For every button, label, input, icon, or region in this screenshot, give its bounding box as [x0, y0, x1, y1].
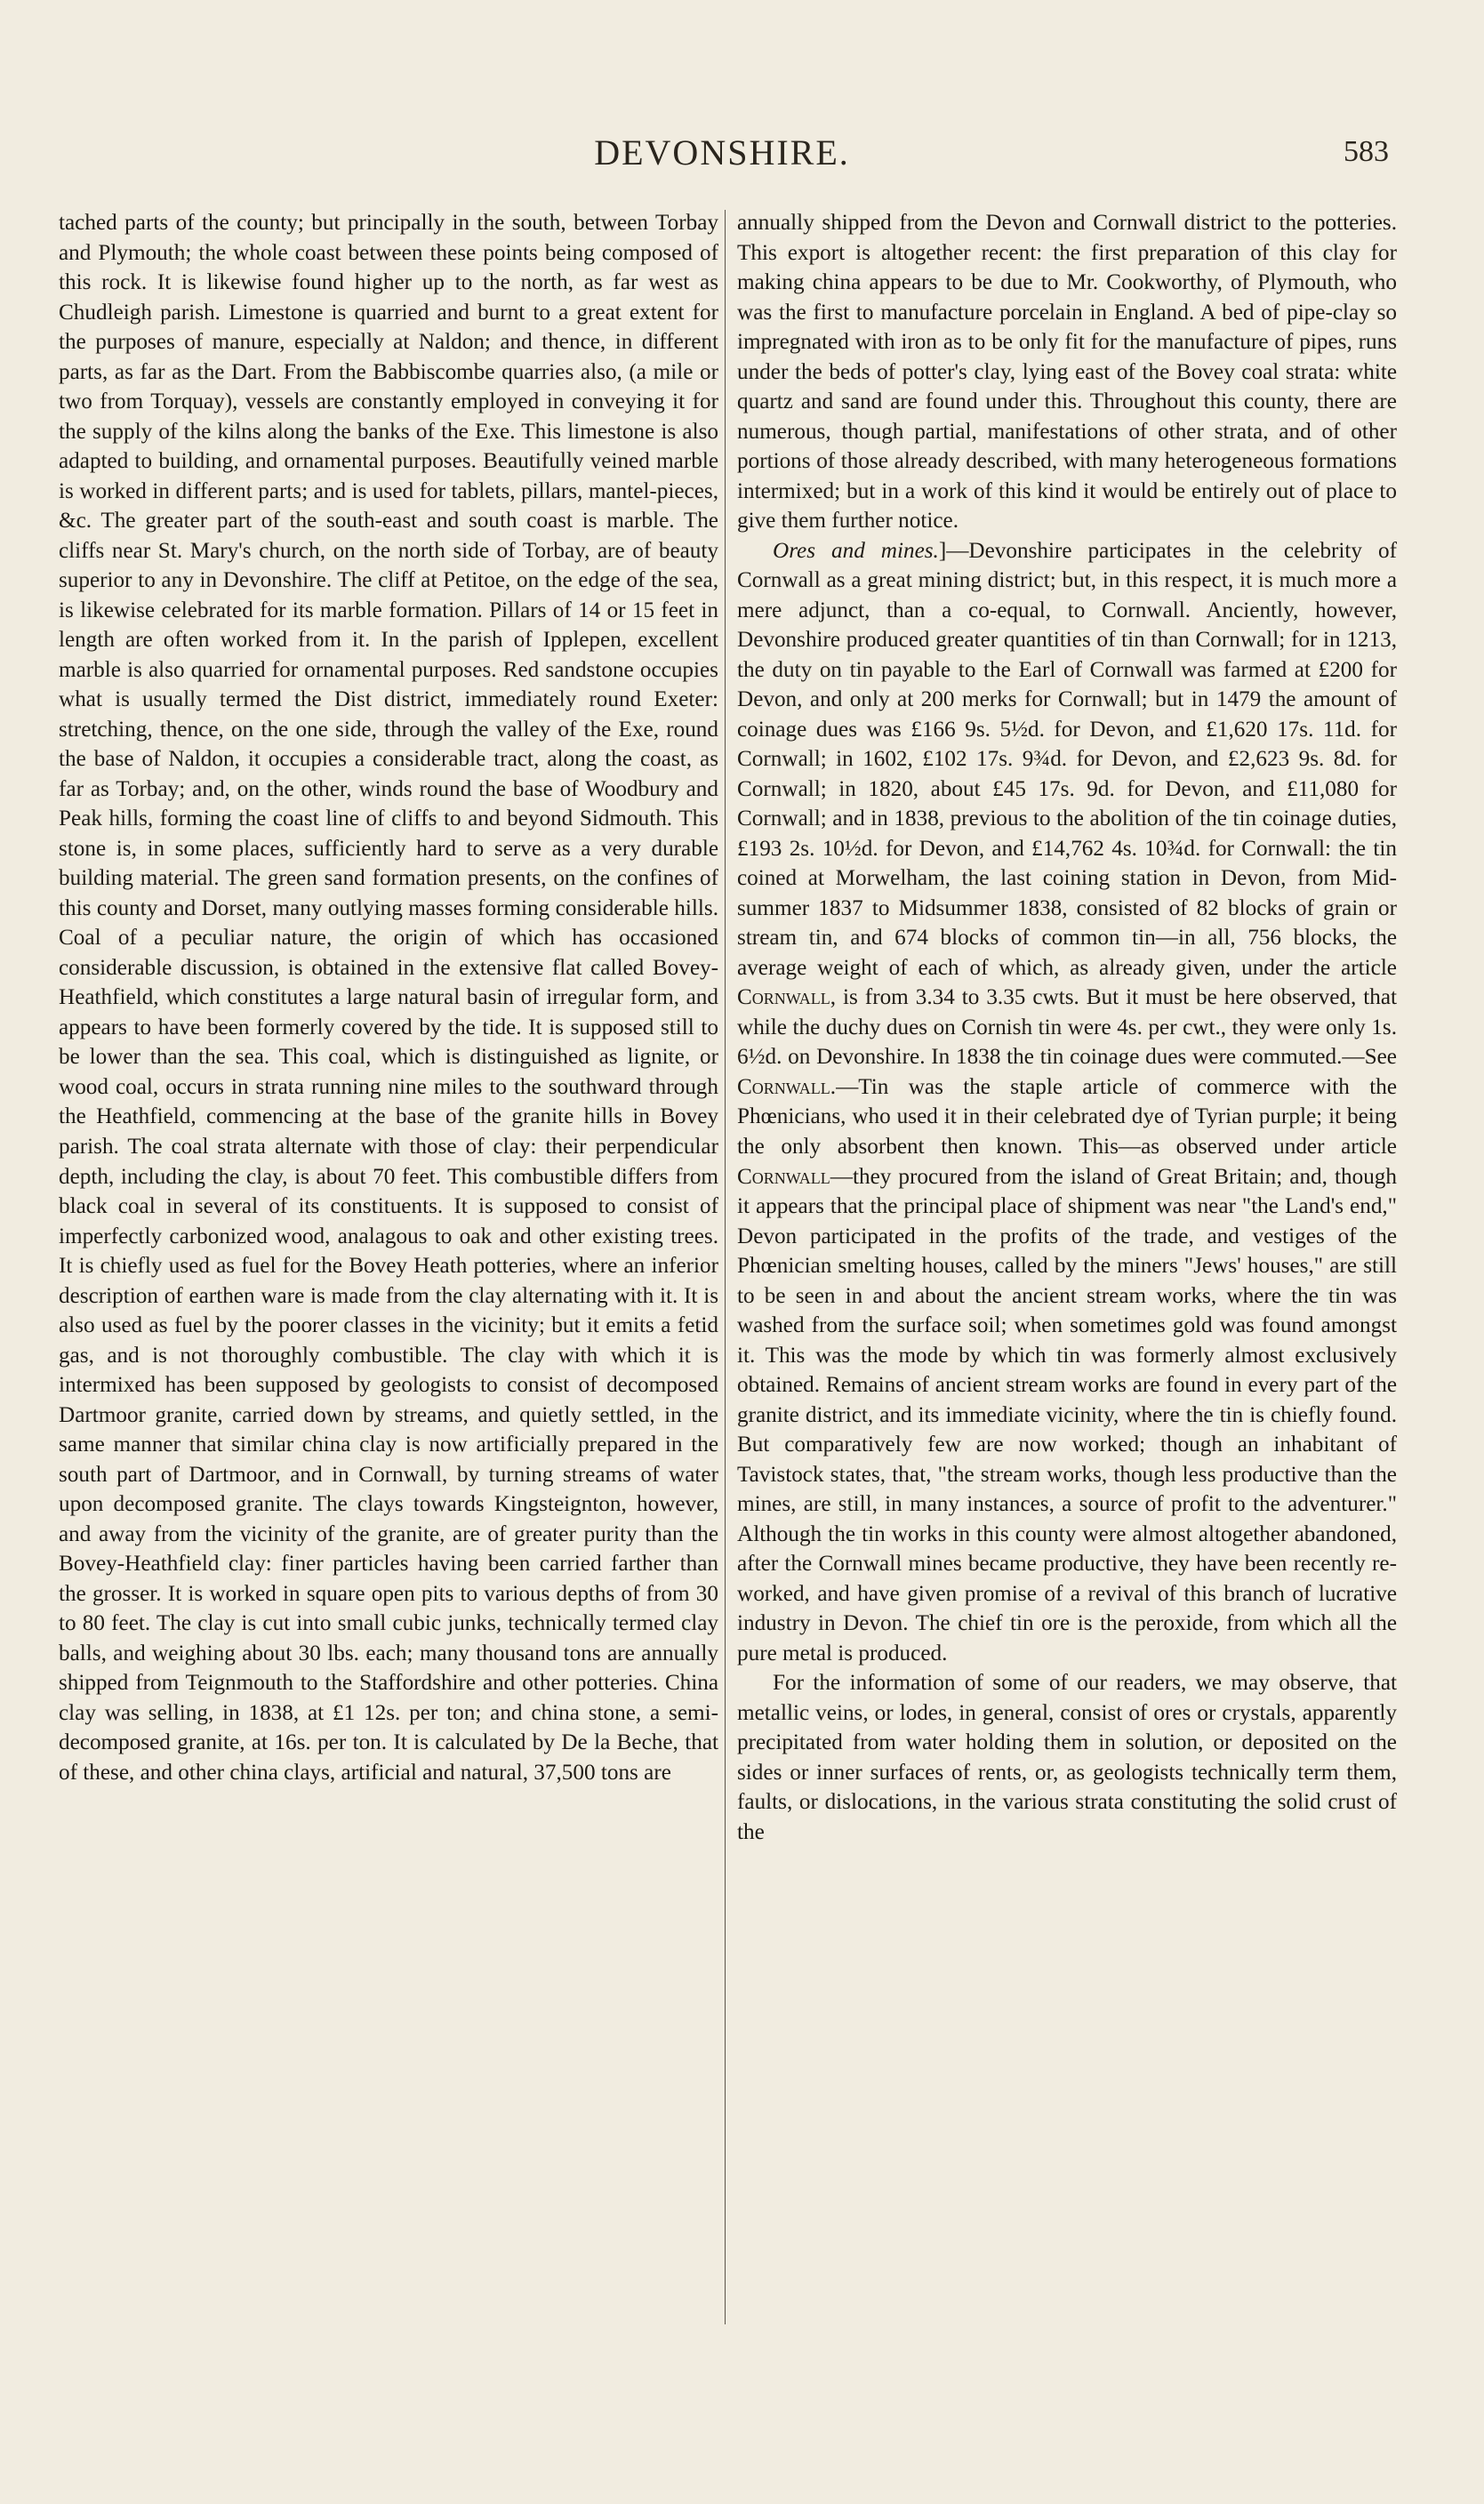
ores-text-2: , is from 3.34 to 3.35 cwts. But it must be here observed, that while the duchy dues on Cornish tin were 4s. per cwt., they were only 1s. 6½d. on Devonshire. In 1838 the tin coinage dues were commuted.—See	[737, 985, 1397, 1070]
left-column-text: tached parts of the county; but principally in the south, between Torbay and Plymouth; the whole coast between these points being composed of this rock. It is likewise found higher up to the north, as far west as Chudleigh parish. Limestone is quarried and burnt to a great extent for the purposes of manure, especially at Naldon; and thence, in different parts, as far as the Dart. From the Babbiscombe quarries also, (a mile or two from Torquay), vessels are constantly employed in conveying it for the supply of the kilns along the banks of the Exe. This limestone is also adapted to building, and ornamental purposes. Beautifully veined marble is worked in different parts; and is used for tablets, pillars, mantel-pieces, &c. The greater part of the south-east and south coast is marble. The cliffs near St. Mary's church, on the north side of Torbay, are of beauty superior to any in Devonshire. The cliff at Petitoe, on the edge of the sea, is likewise celebrated for its marble formation. Pillars of 14 or 15 feet in length are often worked from it. In the parish of Ipplepen, excellent marble is also quarried for ornamental purposes. Red sandstone occupies what is usually termed the Dist district, immediately round Exeter: stretching, thence, on the one side, through the valley of the Exe, round the base of Naldon, it occupies a considerable tract, along the coast, as far as Torbay; and, on the other, winds round the base of Woodbury and Peak hills, forming the coast line of cliffs to and beyond Sidmouth. This stone is, in some places, sufficiently hard to serve as a very durable building material. The green sand formation presents, on the confines of this county and Dorset, many outlying masses forming considerable hills. Coal of a peculiar nature, the origin of which has occasioned considerable discussion, is obtained in the extensive flat called Bovey-Heathfield, which constitutes a large natural basin of irregular form, and appears to have been formerly covered by the tide. It is supposed still to be lower than the sea. This coal, which is distinguished as lignite, or wood coal, occurs in strata running nine miles to the southward through the Heathfield, commencing at the base of the granite hills in Bovey parish. The coal strata alternate with those of clay: their perpendicular depth, including the clay, is about 70 feet. This combustible differs from black coal in several of its constituents. It is supposed to consist of imperfectly carbonized wood, analagous to oak and other existing trees. It is chiefly used as fuel for the Bovey Heath potteries, where an inferior description of earthen ware is made from the clay alternating with it. It is also used as fuel by the poorer classes in the vicinity; but it emits a fetid gas, and is not thoroughly combustible. The clay with which it is intermixed has been supposed by geologists to consist of decomposed Dartmoor granite, carried down by streams, and quietly settled, in the same manner that similar china clay is now artificially prepared in the south part of Dartmoor, and in Cornwall, by turning streams of water upon decomposed granite. The clays towards Kingsteignton, however, and away from the vicinity of the granite, are of greater purity than the Bovey-Heathfield clay: finer particles having been carried farther than the grosser. It is worked in square open pits to various depths of from 30 to 80 feet. The clay is cut into small cubic junks, technically termed clay balls, and weighing about 30 lbs. each; many thousand tons are annually shipped from Teignmouth to the Staffordshire and other potteries. China clay was selling, in 1838, at £1 12s. per ton; and china stone, a semi-decomposed granite, at 16s. per ton. It is calculated by De la Beche, that of these, and other china clays, artificial and natural, 37,500 tons are	[59, 211, 718, 1785]
cross-reference-cornwall: Cornwall	[737, 985, 830, 1010]
paragraph-ores-and-mines	[737, 536, 1397, 1669]
page-number: 583	[1344, 135, 1389, 168]
page-header	[55, 132, 1389, 176]
ores-text-4: —they procured from the island of Great Britain; and, though it appears that the principal place of shipment was near "the Land's end," Devon participated in the profits of the trade, and vestiges of the Phœnician smelting houses, called by the miners "Jews' houses," are still to be seen in and about the ancient stream works, where the tin was washed from the surface soil; when sometimes gold was found amongst it. This was the mode by which tin was formerly almost exclusively obtained. Remains of ancient stream works are found in every part of the granite district, and its immediate vicinity, where the tin is chiefly found. But comparatively few are now worked; though an inhabitant of Tavistock states, that, "the stream works, though less productive than the mines, are still, in many instances, a source of profit to the adventurer." Although the tin works in this county were almost altogether abandoned, after the Cornwall mines became productive, they have been recently re-worked, and have given promise of a revival of this branch of lucrative industry in Devon. The chief tin ore is the peroxide, from which all the pure metal is produced.	[737, 1164, 1397, 1665]
right-column	[737, 208, 1397, 1847]
cross-reference-cornwall: Cornwall	[737, 1164, 830, 1189]
paragraph-metallic-veins: For the information of some of our readers, we may observe, that metallic veins, or lodes, in general, consist of ores or crystals, apparently precipitated from water holding them in solution, or deposited on the sides or inner surfaces of rents, or, as geologists technically term them, faults, or dislocations, in the various strata constituting the solid crust of the	[737, 1671, 1397, 1844]
running-head: DEVONSHIRE.	[594, 132, 850, 173]
column-divider	[725, 210, 726, 2324]
section-heading-ores-and-mines: Ores and mines.	[773, 538, 939, 563]
ores-text-1: ]—Devonshire participates in the celebrity of Cornwall as a great mining district; but, in this respect, it is much more a mere adjunct, than a co-equal, to Cornwall. Anciently, however, Devonshire produced greater quantities of tin than Cornwall; for in 1213, the duty on tin payable to the Earl of Cornwall was farmed at £200 for Devon, and only at 200 merks for Cornwall; but in 1479 the amount of coinage dues was £166 9s. 5½d. for Devon, and £1,620 17s. 11d. for Cornwall; in 1602, £102 17s. 9¾d. for Devon, and £2,623 9s. 8d. for Cornwall; in 1820, about £45 17s. 9d. for Devon, and £11,080 for Cornwall; and in 1838, previous to the abolition of the tin coinage duties, £193 2s. 10½d. for Devon, and £14,762 4s. 10¾d. for Cornwall: the tin coined at Morwelham, the last coining station in Devon, from Mid-summer 1837 to Midsummer 1838, consisted of 82 blocks of grain or stream tin, and 674 blocks of common tin—in all, 756 blocks, the average weight of each of which, as already given, under the article	[737, 538, 1397, 980]
cross-reference-cornwall: Cornwall	[737, 1074, 830, 1099]
paragraph-clay-export: annually shipped from the Devon and Cornwall district to the potteries. This export is altogether recent: the first preparation of this clay for making china appears to be due to Mr. Cookworthy, of Plymouth, who was the first to manufacture porcelain in England. A bed of pipe-clay so impregnated with iron as to be only fit for the manufacture of pipes, runs under the beds of potter's clay, lying east of the Bovey coal strata: white quartz and sand are found under this. Throughout this county, there are numerous, though partial, manifestations of other strata, and of other portions of those already described, with many heterogeneous formations intermixed; but in a work of this kind it would be entirely out of place to give them further notice.	[737, 211, 1397, 534]
ores-text-3: .—Tin was the staple article of commerce with the Phœnicians, who used it in their celebrated dye of Tyrian purple; it being the only absorbent then known. This—as observed under article	[737, 1074, 1397, 1159]
left-column	[59, 208, 718, 1787]
